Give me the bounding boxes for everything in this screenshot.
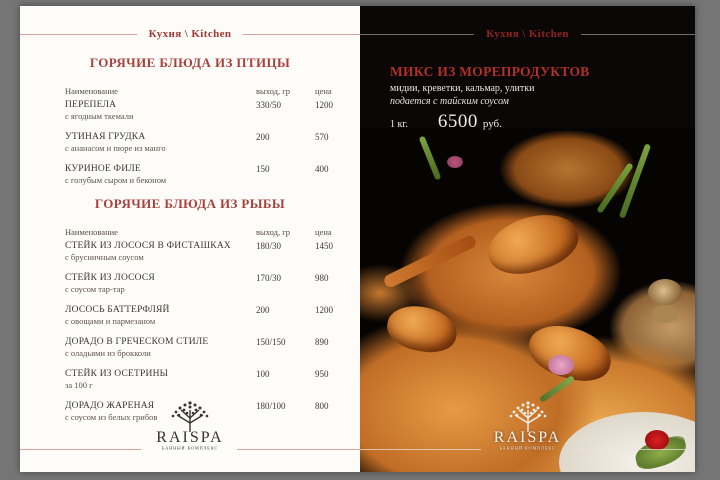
langoustine-claw-shape bbox=[382, 234, 478, 290]
logo-wordmark: RAISPA bbox=[156, 429, 224, 446]
table-row bbox=[65, 164, 342, 185]
col-price: цена bbox=[315, 227, 332, 237]
dish-serving-note: подается с тайским соусом bbox=[390, 96, 509, 107]
tree-icon bbox=[505, 398, 551, 432]
logo-tagline: БАННЫЙ КОМПЛЕКС bbox=[161, 446, 219, 451]
page-header bbox=[20, 6, 360, 40]
dish-name: СТЕЙК ИЗ ЛОСОСЯ В ФИСТАШКАХ bbox=[65, 241, 231, 251]
dish-weight: 170/30 bbox=[256, 273, 282, 283]
dish-name: СТЕЙК ИЗ ОСЕТРИНЫ bbox=[65, 369, 169, 379]
dish-weight: 180/100 bbox=[256, 401, 286, 411]
section-title: ГОРЯЧИЕ БЛЮДА ИЗ РЫБЫ bbox=[94, 196, 286, 211]
dish-name: ЛОСОСЬ БАТТЕРФЛЯЙ bbox=[65, 305, 170, 315]
header-rule-left bbox=[20, 34, 137, 35]
page-header-label: Кухня \ Kitchen bbox=[148, 28, 232, 40]
header-rule-right bbox=[581, 34, 695, 35]
col-weight: выход, гр bbox=[256, 86, 290, 96]
page-header bbox=[360, 6, 695, 40]
herb-garnish bbox=[619, 143, 651, 218]
table-header bbox=[65, 227, 342, 237]
dish-price-row bbox=[390, 111, 669, 133]
dish-price: 570 bbox=[315, 132, 329, 142]
dish-desc: с соусом из белых грибов bbox=[65, 412, 158, 422]
dish-name: СТЕЙК ИЗ ЛОСОСЯ bbox=[65, 273, 155, 283]
dish-desc: за 100 г bbox=[65, 380, 93, 390]
raispa-logo bbox=[360, 398, 695, 454]
table-row bbox=[65, 273, 342, 294]
menu-page-left bbox=[20, 6, 360, 472]
header-rule-right bbox=[243, 34, 360, 35]
table-row bbox=[65, 241, 342, 262]
dish-name: КУРИНОЕ ФИЛЕ bbox=[65, 164, 141, 174]
dish-price: 980 bbox=[315, 273, 329, 283]
dish-name: ДОРАДО В ГРЕЧЕСКОМ СТИЛЕ bbox=[65, 337, 209, 347]
dish-price: 800 bbox=[315, 401, 329, 411]
menu-page-right bbox=[360, 6, 695, 472]
dish-name: ПЕРЕПЕЛА bbox=[65, 100, 117, 110]
dish-desc: с ананасом и пюре из манго bbox=[65, 143, 166, 153]
dish-cell bbox=[65, 164, 256, 185]
dish-cell bbox=[65, 273, 256, 294]
dish-price: 1450 bbox=[315, 241, 333, 251]
featured-dish bbox=[390, 64, 669, 133]
menu-spread bbox=[20, 6, 695, 472]
shrimp-shape bbox=[384, 301, 461, 356]
table-row bbox=[65, 369, 342, 390]
table-rows bbox=[65, 100, 342, 185]
dish-desc: с голубым сыром и беконом bbox=[65, 175, 167, 185]
pink-flower-garnish bbox=[548, 355, 574, 375]
purple-flower-garnish bbox=[447, 156, 463, 168]
dish-weight: 200 bbox=[256, 305, 270, 315]
table-header bbox=[65, 86, 342, 96]
dish-title: МИКС ИЗ МОРЕПРОДУКТОВ bbox=[390, 64, 590, 79]
logo-wordmark: RAISPA bbox=[493, 429, 562, 446]
page-header-label: Кухня \ Kitchen bbox=[486, 28, 569, 40]
dish-price: 890 bbox=[315, 337, 329, 347]
col-weight: выход, гр bbox=[256, 227, 290, 237]
herb-garnish bbox=[419, 135, 442, 180]
logo-tagline: БАННЫЙ КОМПЛЕКС bbox=[499, 446, 556, 451]
dish-weight: 180/30 bbox=[256, 241, 282, 251]
dish-weight: 1 кг. bbox=[390, 119, 408, 130]
dish-desc: с соусом тар-тар bbox=[65, 284, 125, 294]
dish-cell bbox=[65, 241, 256, 262]
section-title: ГОРЯЧИЕ БЛЮДА ИЗ ПТИЦЫ bbox=[89, 55, 291, 70]
dish-price: 400 bbox=[315, 164, 329, 174]
dish-weight: 150 bbox=[256, 164, 270, 174]
dish-currency: руб. bbox=[482, 118, 502, 130]
shrimp-shape bbox=[481, 205, 585, 285]
snail-shells bbox=[648, 279, 682, 305]
table-row bbox=[65, 100, 342, 121]
dish-desc: с брусничным соусом bbox=[65, 252, 144, 262]
dish-weight: 100 bbox=[256, 369, 270, 379]
table-row bbox=[65, 132, 342, 153]
dish-desc: с овощами и пармезаном bbox=[65, 316, 156, 326]
dish-price: 950 bbox=[315, 369, 329, 379]
table-row bbox=[65, 305, 342, 326]
raispa-logo bbox=[20, 398, 360, 454]
dish-price: 1200 bbox=[315, 100, 333, 110]
dish-desc: с ягодным ткемали bbox=[65, 111, 134, 121]
dish-name: УТИНАЯ ГРУДКА bbox=[65, 132, 146, 142]
col-name: Наименование bbox=[65, 227, 118, 237]
dish-cell bbox=[65, 100, 256, 121]
dish-ingredients: мидии, креветки, кальмар, улитки bbox=[390, 83, 535, 94]
dish-weight: 330/50 bbox=[256, 100, 282, 110]
col-price: цена bbox=[315, 86, 332, 96]
col-name: Наименование bbox=[65, 86, 118, 96]
section-fish bbox=[20, 196, 360, 422]
section-poultry bbox=[20, 55, 360, 185]
table-row bbox=[65, 337, 342, 358]
dish-name: ДОРАДО ЖАРЕНАЯ bbox=[65, 401, 155, 411]
tree-icon bbox=[167, 398, 213, 432]
dish-cell bbox=[65, 337, 256, 358]
dish-cell bbox=[65, 305, 256, 326]
dish-cell bbox=[65, 132, 256, 153]
dish-cell bbox=[65, 369, 256, 390]
dish-price: 1200 bbox=[315, 305, 333, 315]
dish-weight: 200 bbox=[256, 132, 270, 142]
dish-price: 6500 bbox=[437, 111, 478, 132]
table-rows bbox=[65, 241, 342, 422]
header-rule-left bbox=[360, 34, 474, 35]
dish-weight: 150/150 bbox=[256, 337, 286, 347]
dish-desc: с оладьями из брокколи bbox=[65, 348, 151, 358]
